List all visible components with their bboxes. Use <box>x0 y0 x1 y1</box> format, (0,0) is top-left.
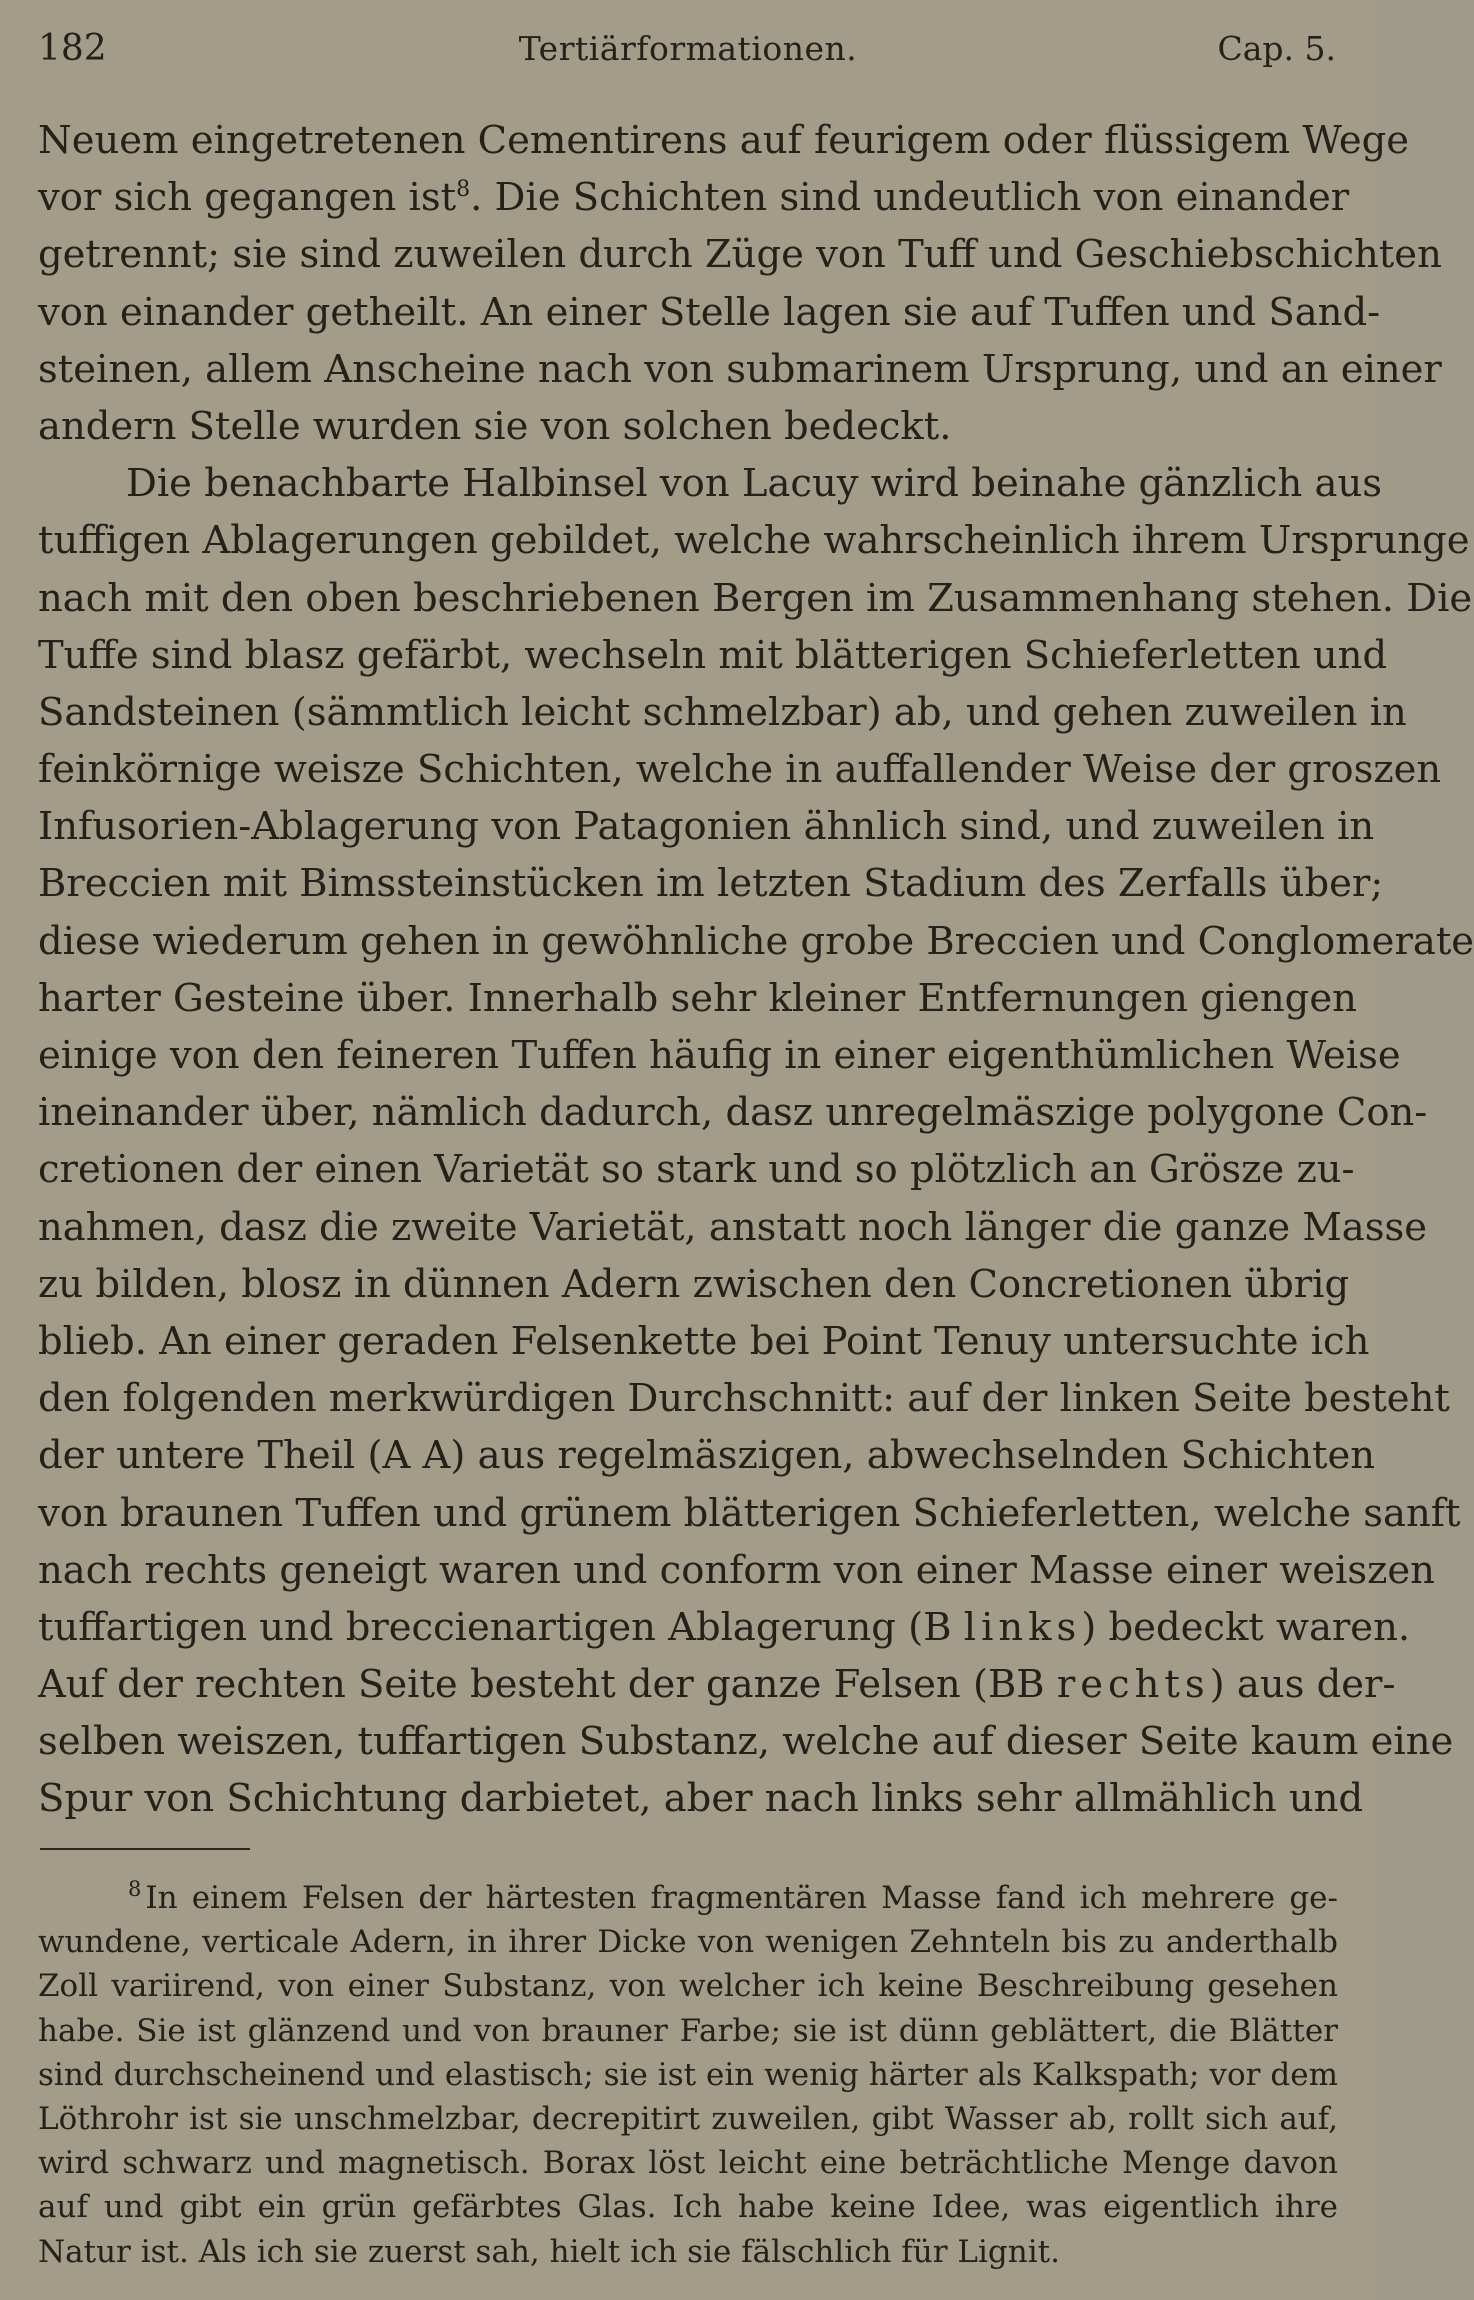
text-line: getrennt; sie sind zuweilen durch Züge von Tuff und Geschiebschichten <box>38 232 1442 278</box>
footnote-mark: 8 <box>128 1877 142 1901</box>
text-line: cretionen der einen Varietät so stark und so plötzlich an Grösze zu- <box>38 1147 1355 1193</box>
text-line: Neuem eingetretenen Cementirens auf feurigem oder flüssigem Wege <box>38 118 1410 163</box>
footnote <box>38 1876 1338 2274</box>
text-line: Spur von Schichtung darbietet, aber nach links sehr allmählich und <box>38 1776 1364 1822</box>
chapter-label: Cap. 5. <box>1217 29 1336 68</box>
text-line <box>38 169 1350 226</box>
footnote-rule <box>40 1848 250 1850</box>
text-line-part: tuffartigen und breccienartigen Ablagerung (B <box>38 1604 952 1650</box>
body-text <box>38 112 1474 1828</box>
text-line: nahmen, dasz die zweite Varietät, anstatt noch länger die ganze Masse <box>38 1204 1428 1250</box>
footnote-line: sind durchscheinend und elastisch; sie ist ein wenig härter als Kalkspath; vor dem <box>38 2056 1338 2093</box>
text-line-part: Auf der rechten Seite besteht der ganze Felsen (BB <box>38 1662 1045 1708</box>
footnote-line: Natur ist. Als ich sie zuerst sah, hielt ich sie fälschlich für Lignit. <box>38 2233 1060 2270</box>
footnote-line: Zoll variirend, von einer Substanz, von welcher ich keine Beschreibung gesehen <box>38 1968 1338 2005</box>
text-line: diese wiederum gehen in gewöhnliche grobe Breccien und Conglomerate <box>38 918 1474 964</box>
text-line: tuffigen Ablagerungen gebildet, welche wahrscheinlich ihrem Ursprunge <box>38 518 1470 564</box>
text-line <box>38 1656 1396 1713</box>
text-line-part: . Die Schichten sind undeutlich von einander <box>470 175 1350 221</box>
footnote-line: habe. Sie ist glänzend und von brauner Farbe; sie ist dünn geblättert, die Blätter <box>38 2012 1338 2049</box>
text-line: Breccien mit Bimssteinstücken im letzten Stadium des Zerfalls über; <box>38 861 1384 907</box>
text-line: von braunen Tuffen und grünem blätterigen Schieferletten, welche sanft <box>38 1490 1461 1536</box>
text-line-part: ) aus der- <box>1209 1662 1396 1708</box>
text-line: den folgenden merkwürdigen Durchschnitt: auf der linken Seite besteht <box>38 1376 1450 1422</box>
footnote-line: wundene, verticale Adern, in ihrer Dicke von wenigen Zehnteln bis zu anderthalb <box>38 1924 1338 1961</box>
page-number: 182 <box>38 28 107 69</box>
text-line: zu bilden, blosz in dünnen Adern zwischen den Concretionen übrig <box>38 1261 1350 1307</box>
text-line: ineinander über, nämlich dadurch, dasz unregelmäszige polygone Con- <box>38 1090 1428 1136</box>
text-line: steinen, allem Anscheine nach von submarinem Ursprung, und an einer <box>38 346 1442 392</box>
footnote-reference: 8 <box>456 177 471 203</box>
footnote-line: auf und gibt ein grün gefärbtes Glas. Ich habe keine Idee, was eigentlich ihre <box>38 2189 1338 2226</box>
text-line: Tuffe sind blasz gefärbt, wechseln mit blätterigen Schieferletten und <box>38 632 1388 678</box>
footnote-line: wird schwarz und magnetisch. Borax löst leicht eine beträchtliche Menge davon <box>38 2145 1338 2182</box>
text-line-part: ) bedeckt waren. <box>1081 1604 1411 1650</box>
text-line: Die benachbarte Halbinsel von Lacuy wird beinahe gänzlich aus <box>126 461 1383 507</box>
emphasis-spaced: rechts <box>1056 1662 1210 1708</box>
text-line: nach rechts geneigt waren und conform von einer Masse einer weiszen <box>38 1547 1435 1593</box>
running-head <box>38 24 1338 74</box>
text-line: andern Stelle wurden sie von solchen bedeckt. <box>38 403 952 449</box>
emphasis-spaced: links <box>963 1604 1082 1650</box>
text-line: nach mit den oben beschriebenen Bergen im Zusammenhang stehen. Die <box>38 575 1473 621</box>
text-line: von einander getheilt. An einer Stelle lagen sie auf Tuffen und Sand- <box>38 289 1381 335</box>
text-line: blieb. An einer geraden Felsenkette bei Point Tenuy untersuchte ich <box>38 1318 1370 1364</box>
text-line-part: vor sich gegangen ist <box>38 175 457 221</box>
text-line: Sandsteinen (sämmtlich leicht schmelzbar) ab, und gehen zuweilen in <box>38 689 1407 735</box>
text-line: harter Gesteine über. Innerhalb sehr kleiner Entfernungen giengen <box>38 975 1357 1021</box>
text-line: der untere Theil (A A) aus regelmäszigen, abwechselnden Schichten <box>38 1433 1376 1479</box>
text-line: feinkörnige weisze Schichten, welche in auffallender Weise der groszen <box>38 747 1442 793</box>
text-line: einige von den feineren Tuffen häufig in einer eigenthümlichen Weise <box>38 1033 1401 1078</box>
footnote-line <box>38 1876 1338 1920</box>
text-line <box>38 1599 1411 1656</box>
text-line: Infusorien-Ablagerung von Patagonien ähnlich sind, und zuweilen in <box>38 804 1375 850</box>
footnote-line: Löthrohr ist sie unschmelzbar, decrepitirt zuweilen, gibt Wasser ab, rollt sich auf, <box>38 2100 1338 2137</box>
text-line: selben weiszen, tuffartigen Substanz, welche auf dieser Seite kaum eine <box>38 1719 1454 1765</box>
footnote-line-part: In einem Felsen der härtesten fragmentären Masse fand ich mehrere ge- <box>145 1880 1338 1916</box>
running-title: Tertiärformationen. <box>518 29 858 68</box>
